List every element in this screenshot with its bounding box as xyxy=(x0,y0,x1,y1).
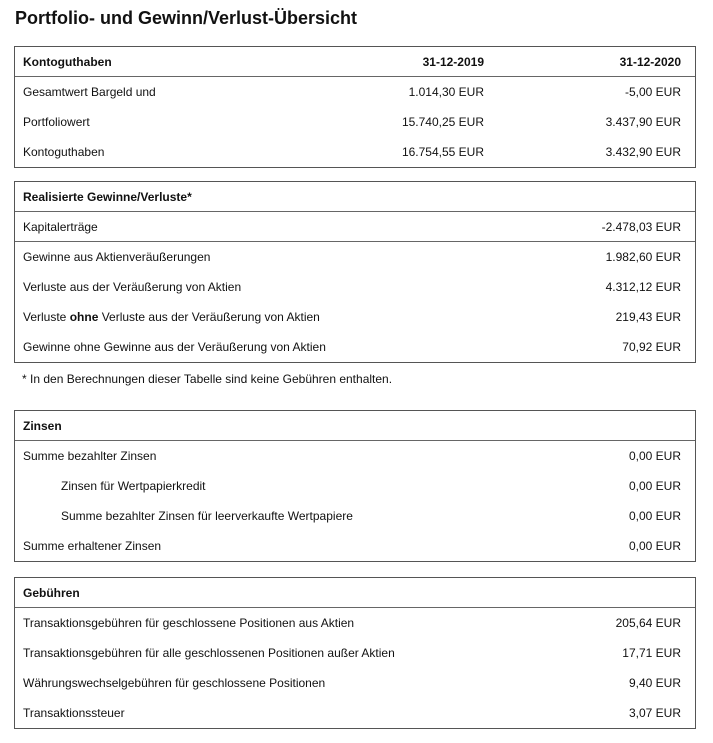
row-value-2019: 16.754,55 EUR xyxy=(401,145,484,159)
footnote: * In den Berechnungen dieser Tabelle sind keine Gebühren enthalten. xyxy=(22,372,393,386)
table-row xyxy=(15,668,695,698)
row-label: Währungswechselgebühren für geschlossene Positionen xyxy=(23,676,326,690)
row-value: 0,00 EUR xyxy=(628,479,681,493)
table-header xyxy=(15,411,695,441)
row-value-2019: 1.014,30 EUR xyxy=(408,85,484,99)
table-row xyxy=(15,332,695,362)
table-row xyxy=(15,272,695,302)
row-label: Summe bezahlter Zinsen xyxy=(23,449,157,463)
row-value: 3,07 EUR xyxy=(628,706,681,720)
page-title: Portfolio- und Gewinn/Verlust-Übersicht xyxy=(15,8,358,28)
row-label xyxy=(23,310,481,324)
table-header xyxy=(15,47,695,77)
fees-table xyxy=(14,577,696,729)
row-label: Portfoliowert xyxy=(23,115,90,129)
row-value-2020: 3.432,90 EUR xyxy=(605,145,681,159)
section-header: Realisierte Gewinne/Verluste* xyxy=(23,189,192,204)
row-value: 17,71 EUR xyxy=(622,646,681,660)
row-value: 4.312,12 EUR xyxy=(605,280,681,294)
table-row xyxy=(15,698,695,728)
row-label: Transaktionssteuer xyxy=(23,706,125,720)
row-label: Summe erhaltener Zinsen xyxy=(23,539,162,553)
row-value: -2.478,03 EUR xyxy=(601,219,681,234)
row-label-pre: Verluste xyxy=(23,310,70,324)
row-value-2020: 3.437,90 EUR xyxy=(605,115,681,129)
row-value: 219,43 EUR xyxy=(615,310,681,324)
section-header: Kontoguthaben xyxy=(23,54,112,69)
table-row xyxy=(15,638,695,668)
table-row xyxy=(15,77,695,107)
row-value: 0,00 EUR xyxy=(628,509,681,523)
column-header-2019: 31-12-2019 xyxy=(422,54,484,69)
row-value: 205,64 EUR xyxy=(615,616,681,630)
row-value: 9,40 EUR xyxy=(628,676,681,690)
row-value-2019: 15.740,25 EUR xyxy=(401,115,484,129)
table-row xyxy=(15,471,695,501)
interest-table xyxy=(14,410,696,562)
row-label: Verluste aus der Veräußerung von Aktien xyxy=(23,280,242,294)
row-value: 0,00 EUR xyxy=(628,539,681,553)
section-header: Zinsen xyxy=(23,418,62,433)
row-label: Gewinne aus Aktienveräußerungen xyxy=(23,250,211,264)
row-label: Gesamtwert Bargeld und xyxy=(23,85,156,99)
table-row xyxy=(15,531,695,561)
row-label: Gewinne ohne Gewinne aus der Veräußerung von Aktien xyxy=(23,340,326,354)
row-value: 70,92 EUR xyxy=(622,340,681,354)
table-row xyxy=(15,137,695,167)
table-row xyxy=(15,242,695,272)
table-header xyxy=(15,578,695,608)
row-label: Transaktionsgebühren für alle geschlossenen Positionen außer Aktien xyxy=(23,646,395,660)
table-header xyxy=(15,182,695,212)
row-value-2020: -5,00 EUR xyxy=(624,85,681,99)
row-label: Transaktionsgebühren für geschlossene Positionen aus Aktien xyxy=(23,616,355,630)
table-row xyxy=(15,501,695,531)
row-value: 1.982,60 EUR xyxy=(605,250,681,264)
table-row xyxy=(15,608,695,638)
table-row xyxy=(15,212,695,242)
section-header: Gebühren xyxy=(23,585,80,600)
row-value: 0,00 EUR xyxy=(628,449,681,463)
table-row xyxy=(15,107,695,137)
realized-gains-table xyxy=(14,181,696,363)
table-row xyxy=(15,302,695,332)
row-label: Zinsen für Wertpapierkredit xyxy=(61,479,206,493)
table-row xyxy=(15,441,695,471)
row-label: Summe bezahlter Zinsen für leerverkaufte Wertpapiere xyxy=(61,509,353,523)
row-label: Kontoguthaben xyxy=(23,145,105,159)
row-label-post: Verluste aus der Veräußerung von Aktien xyxy=(98,310,320,324)
column-header-2020: 31-12-2020 xyxy=(619,54,681,69)
row-label: Kapitalerträge xyxy=(23,219,98,234)
row-label-emphasis: ohne xyxy=(69,310,99,324)
account-balance-table xyxy=(14,46,696,168)
